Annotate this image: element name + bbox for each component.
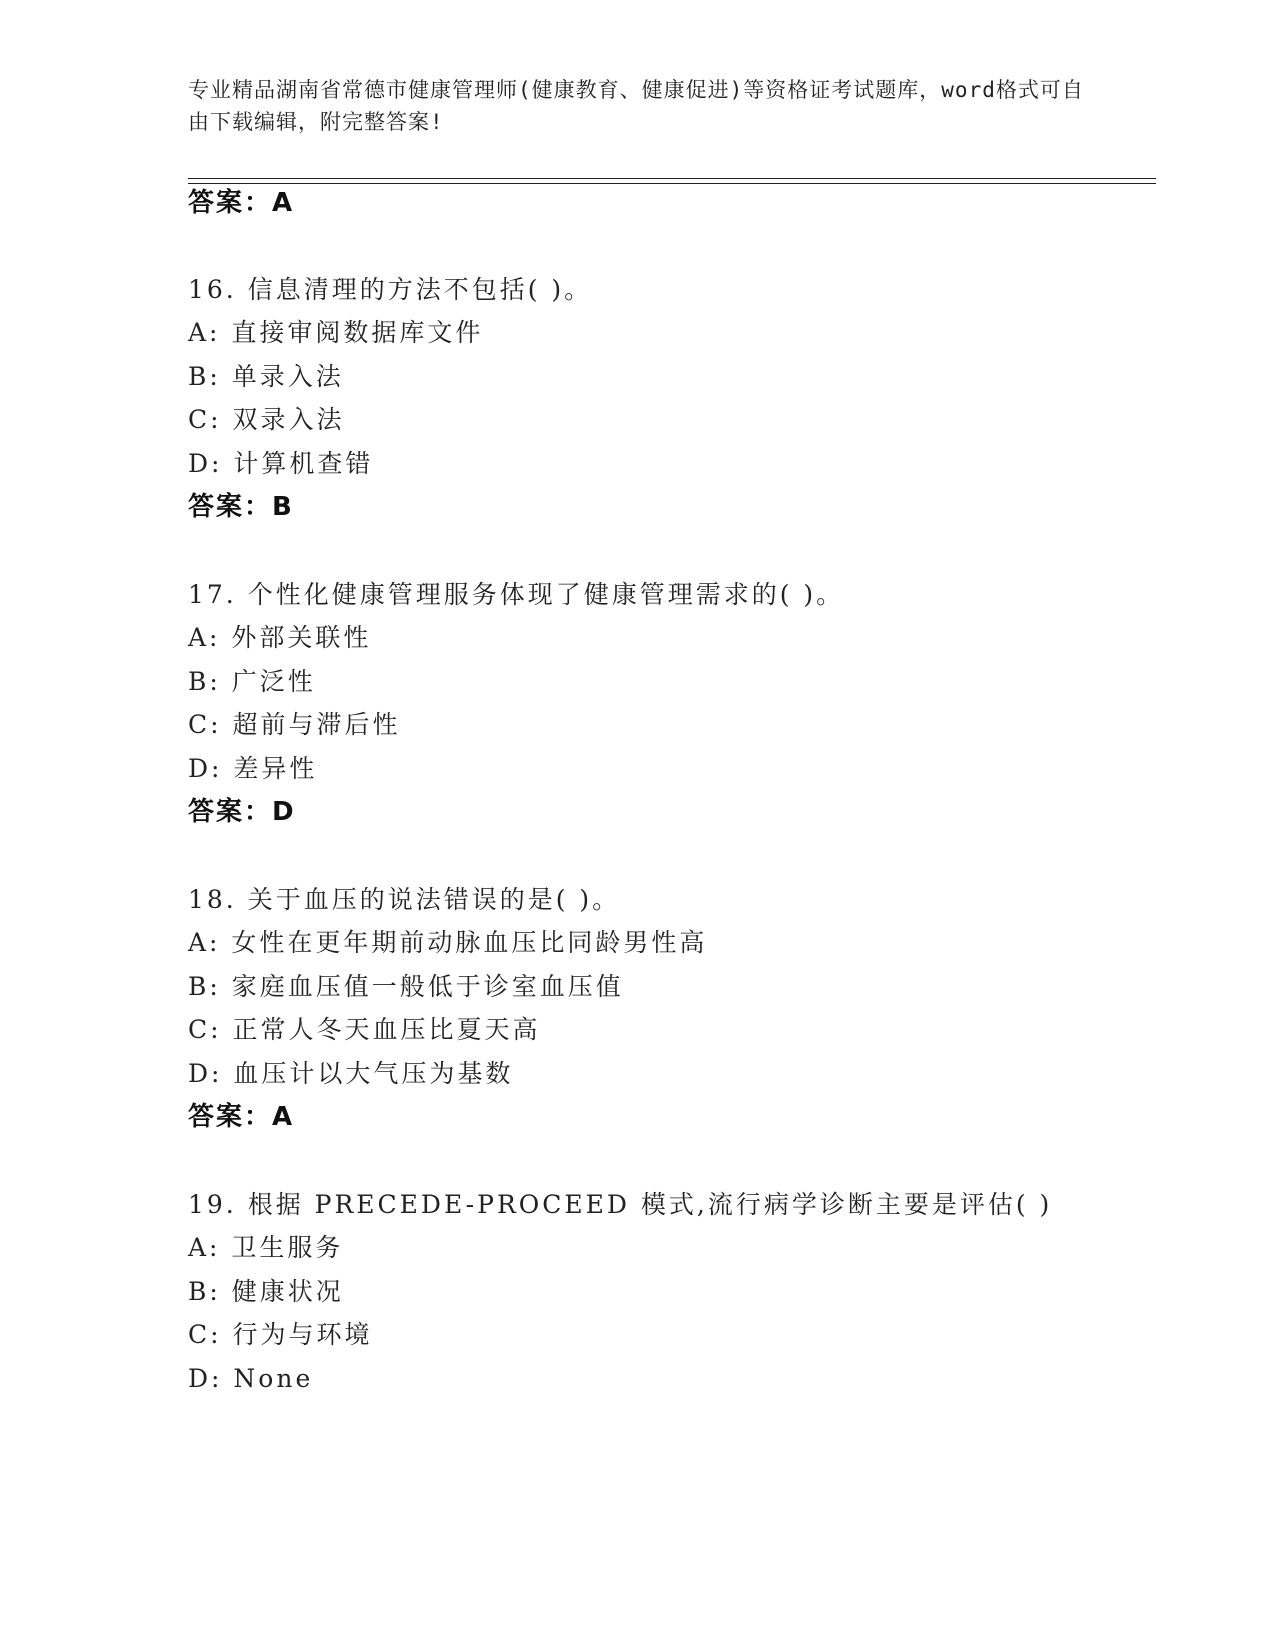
question-16-answer: 答案：B xyxy=(188,492,294,522)
question-16-option-a: A: 直接审阅数据库文件 xyxy=(188,318,484,347)
question-19-option-b: B: 健康状况 xyxy=(188,1277,344,1306)
question-18-answer: 答案：A xyxy=(188,1102,295,1132)
question-18-option-c: C: 正常人冬天血压比夏天高 xyxy=(188,1015,541,1044)
previous-answer: 答案：A xyxy=(188,188,295,218)
question-16-stem: 16. 信息清理的方法不包括( )。 xyxy=(188,275,593,304)
question-19-stem: 19. 根据 PRECEDE-PROCEED 模式,流行病学诊断主要是评估( ) xyxy=(188,1190,1053,1219)
question-17-stem: 17. 个性化健康管理服务体现了健康管理需求的( )。 xyxy=(188,580,845,609)
question-17-option-a: A: 外部关联性 xyxy=(188,623,372,652)
question-16-option-b: B: 单录入法 xyxy=(188,362,344,391)
question-16-option-c: C: 双录入法 xyxy=(188,405,345,434)
question-17-option-d: D: 差异性 xyxy=(188,754,318,783)
header-divider-bottom xyxy=(188,183,1156,184)
question-16-option-d: D: 计算机查错 xyxy=(188,449,374,478)
question-18-option-a: A: 女性在更年期前动脉血压比同龄男性高 xyxy=(188,928,708,957)
question-17-option-c: C: 超前与滞后性 xyxy=(188,710,401,739)
question-19-option-a: A: 卫生服务 xyxy=(188,1233,344,1262)
header-divider-top xyxy=(188,178,1156,179)
question-19-option-d: D: None xyxy=(188,1364,314,1393)
question-17-option-b: B: 广泛性 xyxy=(188,667,316,696)
question-18-option-b: B: 家庭血压值一般低于诊室血压值 xyxy=(188,972,624,1001)
question-18-option-d: D: 血压计以大气压为基数 xyxy=(188,1059,514,1088)
question-17-answer: 答案：D xyxy=(188,797,296,827)
question-19-option-c: C: 行为与环境 xyxy=(188,1320,373,1349)
question-18-stem: 18. 关于血压的说法错误的是( )。 xyxy=(188,885,621,914)
document-header-intro: 专业精品湖南省常德市健康管理师(健康教育、健康促进)等资格证考试题库，word格式可自由下载编辑，附完整答案! xyxy=(188,78,1084,134)
